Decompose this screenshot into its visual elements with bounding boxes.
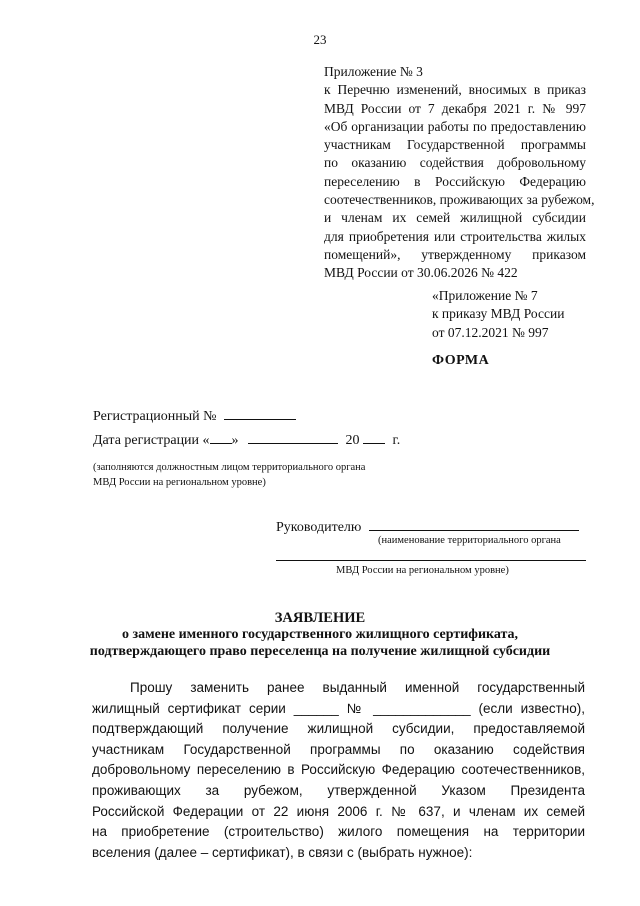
appendix-line: и членам их семей жилищной субсидии	[324, 210, 586, 226]
statement-subtitle-line: о замене именного государственного жилищного сертификата,	[121, 627, 519, 642]
appendix2-line: «Приложение № 7	[432, 288, 538, 303]
registration-day-field[interactable]	[210, 431, 232, 444]
addressee-row	[276, 518, 579, 536]
appendix-line: к Перечню изменений, вносимых в приказ	[324, 82, 586, 98]
addressee-hint-1: (наименование территориального органа	[378, 535, 561, 546]
appendix2-line: к приказу МВД России	[432, 306, 565, 322]
statement-body	[92, 678, 585, 863]
body-line: вселения (далее – сертификат), в связи с (выбрать нужное):	[92, 844, 473, 860]
body-line: жилищный сертификат серии ______ № _____________ (если известно),	[92, 700, 585, 716]
appendix-line: соотечественников, проживающих за рубежом,	[324, 192, 595, 208]
registration-month-field[interactable]	[248, 431, 338, 444]
appendix-header	[324, 63, 595, 283]
addressee-hint-2: МВД России на региональном уровне)	[336, 565, 509, 576]
appendix-line: Приложение № 3	[324, 64, 423, 79]
registration-year-field[interactable]	[363, 431, 385, 444]
appendix-line: «Об организации работы по предоставлению	[324, 118, 586, 134]
year-suffix: г.	[392, 433, 401, 448]
date-quote-close: »	[231, 433, 239, 448]
registration-number-row	[93, 407, 296, 425]
registration-number-field[interactable]	[224, 407, 296, 420]
page-number: 23	[313, 32, 327, 47]
statement-title: ЗАЯВЛЕНИЕ	[274, 610, 366, 626]
appendix-line: помещений», утвержденному приказом	[324, 246, 586, 262]
appendix-line: для приобретения или строительства жилых	[324, 228, 586, 244]
appendix-line: по оказанию содействия добровольному	[324, 155, 586, 171]
registration-date-label: Дата регистрации «	[93, 433, 210, 448]
body-line: участникам Государственной программы по оказанию содействия	[92, 741, 585, 757]
appendix-line: переселению в Российскую Федерацию	[324, 173, 586, 189]
body-line: Прошу заменить ранее выданный именной государственный	[130, 680, 585, 695]
body-line: подтверждающий получение жилищной субсидии, предоставляемой	[92, 721, 585, 737]
registration-note-line: МВД России на региональном уровне)	[93, 477, 266, 488]
form-label: ФОРМА	[432, 353, 490, 368]
addressee-field[interactable]	[369, 518, 579, 531]
registration-note-line: (заполняются должностным лицом территориального органа	[93, 462, 366, 473]
appendix-7-header	[432, 287, 592, 342]
registration-note	[93, 460, 365, 490]
registration-number-label: Регистрационный №	[93, 409, 217, 424]
body-line: Российской Федерации от 22 июня 2006 г. № 637, и членам их семей	[92, 803, 585, 819]
body-line: на приобретение (строительство) жилого помещения на территории	[92, 824, 585, 840]
registration-date-row	[93, 431, 400, 449]
addressee-field-2[interactable]	[276, 560, 586, 561]
body-line: добровольному переселению в Российскую Федерацию соотечественников,	[92, 762, 585, 778]
appendix-line: МВД России от 7 декабря 2021 г. № 997	[324, 100, 586, 116]
appendix-line: участникам Государственной программы	[324, 137, 586, 153]
appendix2-line: от 07.12.2021 № 997	[432, 324, 549, 340]
statement-subtitle-line: подтверждающего право переселенца на получение жилищной субсидии	[89, 644, 551, 659]
body-line: проживающих за рубежом, утвержденной Указом Президента	[92, 782, 585, 798]
year-prefix: 20	[345, 433, 360, 448]
appendix-line: МВД России от 30.06.2026 № 422	[324, 265, 518, 281]
addressee-label: Руководителю	[276, 520, 362, 535]
